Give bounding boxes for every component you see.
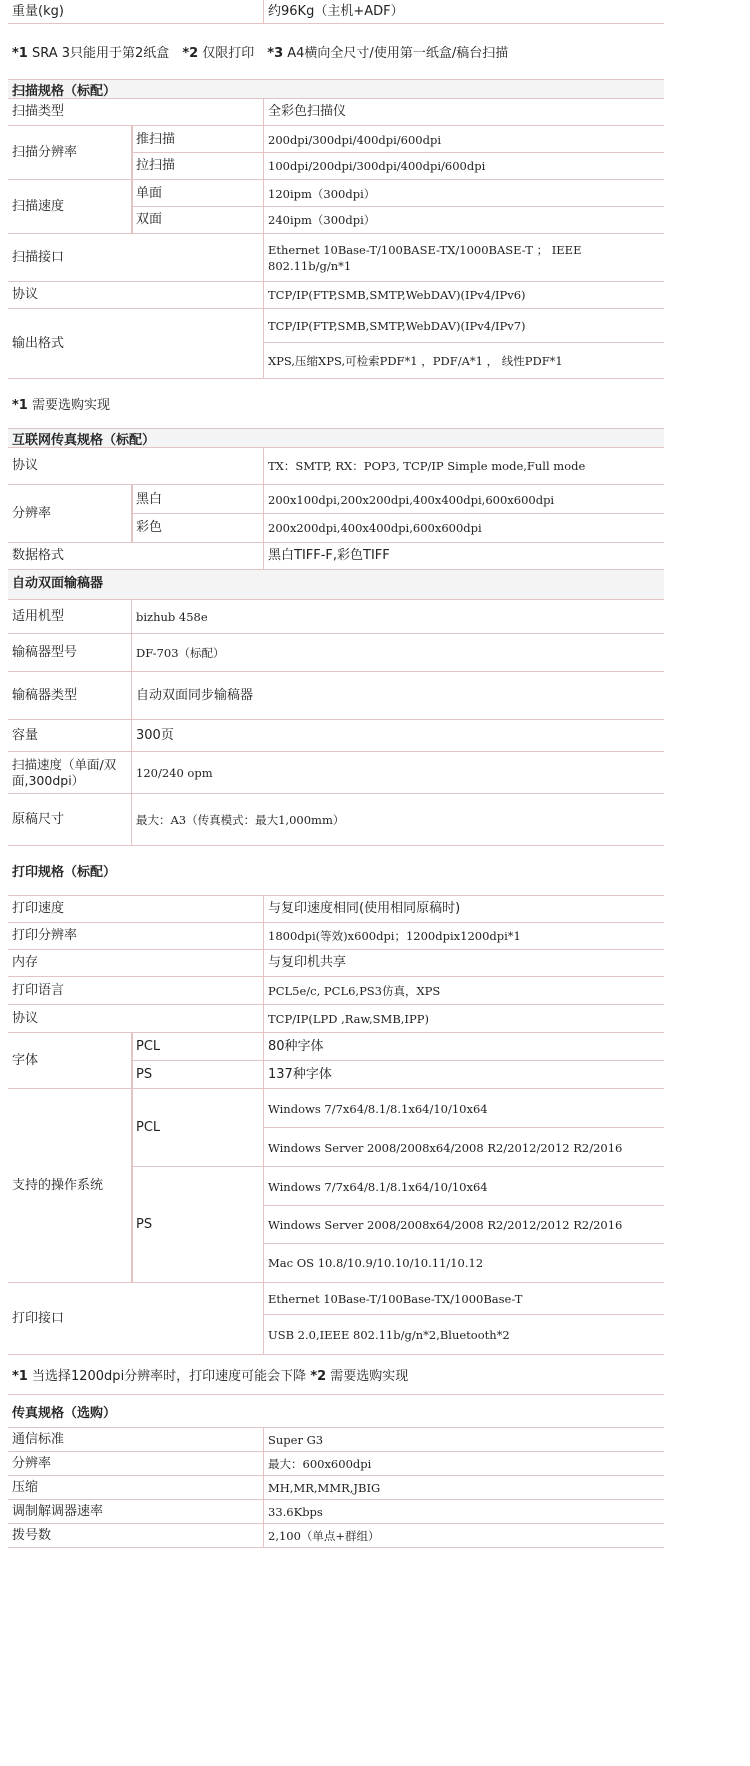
row-value: 137种字体	[264, 1061, 664, 1088]
footnote-mark: *3	[267, 46, 284, 61]
footnote-text: SRA 3只能用于第2纸盒	[27, 46, 183, 61]
spec-row	[8, 282, 664, 309]
row-value: XPS,压缩XPS,可检索PDF*1 ，PDF/A*1 ， 线性PDF*1	[264, 343, 664, 378]
spec-row-scan-speed	[8, 180, 664, 234]
row-value: bizhub 458e	[132, 600, 664, 633]
row-value: 与复印机共享	[264, 950, 664, 976]
row-label: 输出格式	[8, 309, 264, 378]
spec-row-scan-res	[8, 126, 664, 180]
row-value: Ethernet 10Base-T/100Base-TX/1000Base-T	[264, 1283, 664, 1315]
spec-row	[8, 1524, 664, 1548]
row-value: 200dpi/300dpi/400dpi/600dpi	[264, 126, 664, 153]
spec-row	[8, 672, 664, 720]
divider	[132, 1089, 133, 1283]
spec-row-ifax-res	[8, 485, 664, 543]
divider	[132, 152, 664, 153]
sub-label: 黑白	[132, 485, 264, 514]
row-value: MH,MR,MMR,JBIG	[264, 1476, 664, 1499]
row-value: 2,100（单点+群组）	[264, 1524, 664, 1547]
divider	[264, 1127, 664, 1128]
row-value: 80种字体	[264, 1033, 664, 1061]
row-value: 全彩色扫描仪	[264, 99, 664, 125]
spec-row-font	[8, 1033, 664, 1089]
row-label: 打印速度	[8, 896, 264, 922]
sub-label: PS	[132, 1167, 264, 1282]
row-label: 输稿器型号	[8, 634, 132, 671]
row-value: Super G3	[264, 1428, 664, 1451]
row-value: 自动双面同步输稿器	[132, 672, 664, 719]
spec-row-print-iface	[8, 1283, 664, 1355]
divider	[264, 342, 664, 343]
row-label: 拨号数	[8, 1524, 264, 1547]
row-value: 33.6Kbps	[264, 1500, 664, 1523]
spec-row	[8, 794, 664, 846]
row-value: 最大：A3（传真模式：最大1,000mm）	[132, 794, 664, 845]
row-value: Ethernet 10Base-T/100BASE-TX/1000BASE-T ； IEEE 802.11b/g/n*1	[264, 234, 664, 281]
divider	[132, 1033, 133, 1089]
footnote-text: 当选择1200dpi分辨率时，打印速度可能会下降	[27, 1369, 311, 1384]
row-label: 打印接口	[8, 1283, 264, 1354]
row-label: 分辨率	[8, 1452, 264, 1475]
spec-row	[8, 720, 664, 752]
row-value: 1800dpi(等效)x600dpi；1200dpix1200dpi*1	[264, 923, 664, 949]
divider	[132, 1060, 664, 1061]
row-label: 压缩	[8, 1476, 264, 1499]
spec-row-os	[8, 1089, 664, 1283]
row-label: 调制解调器速率	[8, 1500, 264, 1523]
row-label: 原稿尺寸	[8, 794, 132, 845]
footnote-text: 仅限打印	[198, 46, 268, 61]
row-label: 通信标准	[8, 1428, 264, 1451]
spec-row	[8, 1428, 664, 1452]
row-value: 黑白TIFF-F,彩色TIFF	[264, 543, 664, 569]
divider	[264, 1243, 664, 1244]
sub-label: PCL	[132, 1033, 264, 1061]
footnote-mark: *1	[12, 46, 28, 61]
divider	[264, 1314, 664, 1315]
spec-row	[8, 1500, 664, 1524]
row-value: 最大：600x600dpi	[264, 1452, 664, 1475]
spec-row	[8, 99, 664, 126]
spec-row	[8, 1005, 664, 1033]
row-value: PCL5e/c, PCL6,PS3仿真，XPS	[264, 977, 664, 1004]
row-label: 扫描速度（单面/双面,300dpi）	[8, 752, 132, 793]
spec-row-weight	[8, 0, 664, 24]
row-value: 300页	[132, 720, 664, 751]
section-heading-fax: 传真规格（选购）	[8, 1395, 664, 1428]
footnote-text: 需要选购实现	[27, 398, 110, 413]
divider	[132, 485, 133, 543]
section-heading-print: 打印规格（标配）	[8, 846, 664, 896]
divider	[264, 1205, 664, 1206]
footnote-text: A4横向全尺寸/使用第一纸盒/稿台扫描	[283, 46, 509, 61]
row-label: 内存	[8, 950, 264, 976]
row-label: 数据格式	[8, 543, 264, 569]
row-value: TCP/IP(LPD ,Raw,SMB,IPP)	[264, 1005, 664, 1032]
row-label: 分辨率	[8, 485, 132, 542]
footnote-mark: *1	[12, 398, 28, 413]
spec-row	[8, 896, 664, 923]
spec-row	[8, 543, 664, 570]
row-label: 打印分辨率	[8, 923, 264, 949]
footnote-top	[8, 24, 664, 80]
spec-row-output	[8, 309, 664, 379]
sub-label: PCL	[132, 1089, 264, 1167]
spec-row	[8, 923, 664, 950]
row-value: 100dpi/200dpi/300dpi/400dpi/600dpi	[264, 153, 664, 179]
row-label: 容量	[8, 720, 132, 751]
row-label: 扫描速度	[8, 180, 132, 233]
spec-row	[8, 977, 664, 1005]
spec-sheet	[8, 0, 664, 1766]
row-label: 扫描接口	[8, 234, 264, 281]
row-value: Windows Server 2008/2008x64/2008 R2/2012/2012 R2/2016	[264, 1206, 664, 1244]
row-label: 协议	[8, 1005, 264, 1032]
row-value: Windows 7/7x64/8.1/8.1x64/10/10x64	[264, 1167, 664, 1206]
row-value: Windows 7/7x64/8.1/8.1x64/10/10x64	[264, 1089, 664, 1128]
sub-label: 双面	[132, 207, 264, 233]
spec-row	[8, 600, 664, 634]
row-label: 打印语言	[8, 977, 264, 1004]
section-heading-scan: 扫描规格（标配）	[8, 80, 664, 99]
row-value: TCP/IP(FTP,SMB,SMTP,WebDAV)(IPv4/IPv6)	[264, 282, 664, 308]
row-value: TCP/IP(FTP,SMB,SMTP,WebDAV)(IPv4/IPv7)	[264, 309, 664, 343]
row-label: 协议	[8, 448, 264, 484]
row-label: 扫描类型	[8, 99, 264, 125]
footnote-text: 需要选购实现	[326, 1369, 409, 1384]
row-value: 120ipm（300dpi）	[264, 180, 664, 207]
row-value: 200x200dpi,400x400dpi,600x600dpi	[264, 514, 664, 542]
spec-row	[8, 448, 664, 485]
row-value: TX：SMTP, RX：POP3, TCP/IP Simple mode,Full mode	[264, 448, 664, 484]
divider	[132, 180, 133, 234]
footnote-print	[8, 1355, 664, 1395]
row-value: 120/240 opm	[132, 752, 664, 793]
sub-label: PS	[132, 1061, 264, 1088]
footnote-mark: *1	[12, 1369, 28, 1384]
row-label: 支持的操作系统	[8, 1089, 132, 1282]
sub-label: 拉扫描	[132, 153, 264, 179]
sub-label: 彩色	[132, 514, 264, 542]
row-label: 协议	[8, 282, 264, 308]
row-value: 约96Kg（主机+ADF）	[264, 0, 664, 23]
section-heading-adf: 自动双面输稿器	[8, 570, 664, 600]
row-label: 扫描分辨率	[8, 126, 132, 179]
footnote-scan	[8, 379, 664, 429]
divider	[132, 126, 133, 180]
spec-row	[8, 1476, 664, 1500]
divider	[132, 1166, 664, 1167]
row-value: USB 2.0,IEEE 802.11b/g/n*2,Bluetooth*2	[264, 1315, 664, 1354]
row-value: Windows Server 2008/2008x64/2008 R2/2012/2012 R2/2016	[264, 1128, 664, 1167]
section-heading-ifax: 互联网传真规格（标配）	[8, 429, 664, 448]
row-label: 重量(kg)	[8, 0, 264, 23]
spec-row	[8, 950, 664, 977]
row-label: 字体	[8, 1033, 132, 1088]
spec-row	[8, 634, 664, 672]
sub-label: 推扫描	[132, 126, 264, 153]
footnote-mark: *2	[182, 46, 199, 61]
row-label: 输稿器类型	[8, 672, 132, 719]
spec-row	[8, 752, 664, 794]
spec-row	[8, 234, 664, 282]
sub-label: 单面	[132, 180, 264, 207]
divider	[132, 513, 664, 514]
row-value: 200x100dpi,200x200dpi,400x400dpi,600x600dpi	[264, 485, 664, 514]
spec-row	[8, 1452, 664, 1476]
row-label: 适用机型	[8, 600, 132, 633]
row-value: 240ipm（300dpi）	[264, 207, 664, 233]
row-value: DF-703（标配）	[132, 634, 664, 671]
row-value: Mac OS 10.8/10.9/10.10/10.11/10.12	[264, 1244, 664, 1282]
row-value: 与复印速度相同(使用相同原稿时)	[264, 896, 664, 922]
footnote-mark: *2	[310, 1369, 327, 1384]
divider	[132, 206, 664, 207]
